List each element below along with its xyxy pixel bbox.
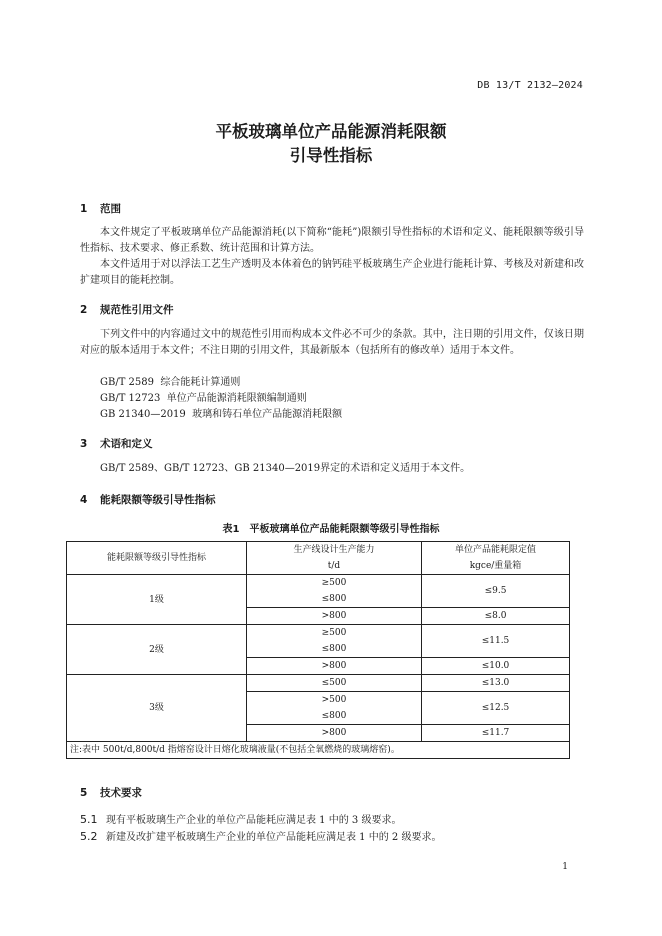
section-title: 术语和定义	[100, 438, 153, 450]
section-title: 范围	[100, 203, 121, 215]
limit-cell: ≤10.0	[422, 658, 570, 675]
level-cell: 3级	[67, 675, 247, 742]
capacity-lower: ≥500	[321, 628, 347, 638]
limit-cell: ≤12.5	[422, 692, 570, 725]
section-number: 2	[80, 304, 88, 316]
header-limit-unit: kgce/重量箱	[469, 561, 522, 571]
limit-cell: ≤9.5	[422, 575, 570, 608]
capacity-upper: ≤800	[321, 644, 347, 654]
normative-reference: GB/T 12723 单位产品能源消耗限额编制通则	[100, 393, 307, 404]
header-capacity-label: 生产线设计生产能力	[293, 545, 375, 555]
requirement-number: 5.1	[80, 813, 98, 826]
capacity-cell: ≤500	[247, 675, 422, 692]
header-capacity	[247, 542, 422, 575]
header-level: 能耗限额等级引导性指标	[67, 542, 247, 575]
capacity-cell	[247, 625, 422, 658]
normative-reference: GB/T 2589 综合能耗计算通则	[100, 377, 241, 388]
requirement-number: 5.2	[80, 830, 98, 843]
document-title: 平板玻璃单位产品能源消耗限额	[215, 122, 447, 141]
section-3-heading	[80, 436, 153, 451]
page-number: 1	[562, 862, 568, 872]
capacity-cell: >800	[247, 658, 422, 675]
table-note: 注:表中 500t/d,800t/d 指熔窑设计日熔化玻璃液量(不包括全氧燃烧的玻璃熔窑)。	[67, 742, 570, 759]
normative-reference: GB 21340—2019 玻璃和铸石单位产品能源消耗限额	[100, 409, 343, 420]
section-title: 技术要求	[100, 787, 142, 799]
capacity-lower: ≥500	[321, 578, 347, 588]
level-cell: 1级	[67, 575, 247, 625]
limit-cell: ≤13.0	[422, 675, 570, 692]
limit-cell: ≤8.0	[422, 608, 570, 625]
standard-code: DB 13/T 2132—2024	[477, 80, 583, 91]
section-3-paragraph-1: GB/T 2589、GB/T 12723、GB 21340—2019界定的术语和定义适用于本文件。	[100, 463, 471, 474]
capacity-lower: >500	[321, 695, 347, 705]
table-row	[67, 675, 570, 692]
section-2-heading	[80, 302, 174, 317]
limit-cell: ≤11.7	[422, 725, 570, 742]
table-row	[67, 575, 570, 608]
header-limit	[422, 542, 570, 575]
header-capacity-unit: t/d	[327, 561, 341, 571]
section-title: 规范性引用文件	[100, 304, 174, 316]
table-note-row	[67, 742, 570, 759]
capacity-cell: >800	[247, 725, 422, 742]
section-number: 5	[80, 787, 88, 799]
limit-cell: ≤11.5	[422, 625, 570, 658]
requirement-item	[80, 811, 401, 826]
level-cell: 2级	[67, 625, 247, 675]
table-row	[67, 625, 570, 658]
table-header-row	[67, 542, 570, 575]
section-5-heading	[80, 785, 142, 800]
capacity-cell: >800	[247, 608, 422, 625]
requirement-text: 新建及改扩建平板玻璃生产企业的单位产品能耗应满足表 1 中的 2 级要求。	[106, 832, 442, 843]
header-limit-label: 单位产品能耗限定值	[454, 545, 536, 555]
capacity-upper: ≤800	[321, 711, 347, 721]
energy-limit-table	[66, 541, 570, 759]
requirement-text: 现有平板玻璃生产企业的单位产品能耗应满足表 1 中的 3 级要求。	[106, 815, 402, 826]
section-number: 3	[80, 438, 88, 450]
document-subtitle: 引导性指标	[289, 146, 373, 165]
capacity-upper: ≤800	[321, 594, 347, 604]
section-1-paragraph-2: 本文件适用于对以浮法工艺生产透明及本体着色的钠钙硅平板玻璃生产企业进行能耗计算、考核及对新建和改扩建项目的能耗控制。	[80, 259, 584, 286]
table-caption: 表1 平板玻璃单位产品能耗限额等级引导性指标	[222, 524, 440, 535]
capacity-cell	[247, 692, 422, 725]
section-1-heading	[80, 201, 121, 216]
section-1-paragraph-1: 本文件规定了平板玻璃单位产品能源消耗(以下简称“能耗”)限额引导性指标的术语和定义、能耗限额等级引导性指标、技术要求、修正系数、统计范围和计算方法。	[80, 227, 584, 254]
section-4-heading	[80, 492, 216, 507]
section-title: 能耗限额等级引导性指标	[100, 494, 216, 506]
requirement-item	[80, 828, 441, 843]
capacity-cell	[247, 575, 422, 608]
section-number: 4	[80, 494, 88, 506]
section-2-paragraph-1: 下列文件中的内容通过文中的规范性引用而构成本文件必不可少的条款。其中，注日期的引用文件，仅该日期对应的版本适用于本文件；不注日期的引用文件，其最新版本（包括所有的修改单）适用于本文件。	[80, 329, 584, 356]
section-number: 1	[80, 203, 88, 215]
